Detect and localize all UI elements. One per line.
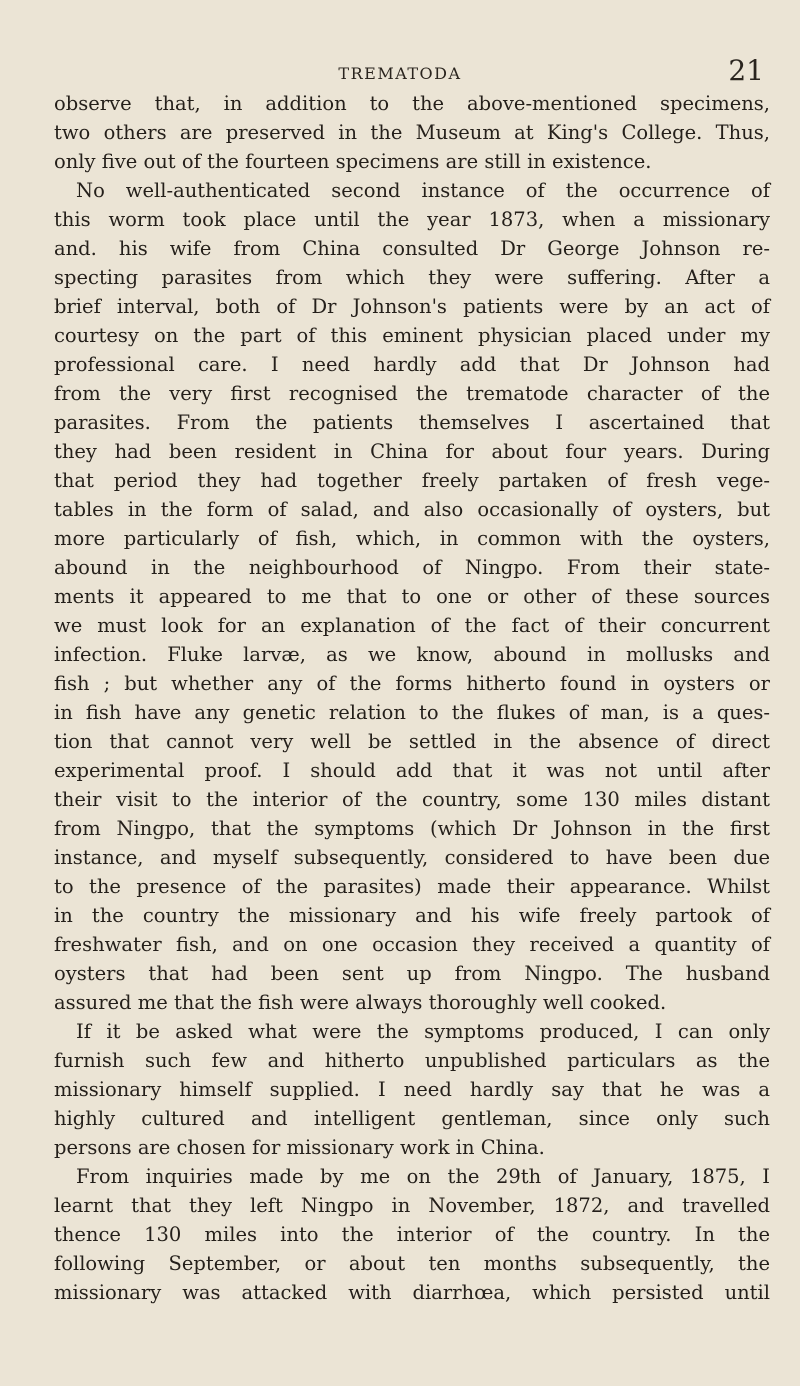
text-line: we must look for an explanation of the fact of their concurrent <box>54 614 770 637</box>
text-line: to the presence of the parasites) made their appearance. Whilst <box>54 875 770 898</box>
text-line: this worm took place until the year 1873, when a missionary <box>54 208 770 231</box>
body-text <box>54 89 770 1307</box>
text-line: tion that cannot very well be settled in the absence of direct <box>54 730 770 753</box>
text-line: If it be asked what were the symptoms produced, I can only <box>76 1020 770 1043</box>
text-line: missionary himself supplied. I need hardly say that he was a <box>54 1078 770 1101</box>
text-line: brief interval, both of Dr Johnson's patients were by an act of <box>54 295 770 318</box>
text-line: from the very first recognised the trematode character of the <box>54 382 770 405</box>
text-line: thence 130 miles into the interior of the country. In the <box>54 1223 770 1246</box>
text-line: their visit to the interior of the country, some 130 miles distant <box>54 788 770 811</box>
running-title: TREMATODA <box>338 64 462 83</box>
text-line: furnish such few and hitherto unpublished particulars as the <box>54 1049 770 1072</box>
page-number: 21 <box>728 54 764 87</box>
text-line: abound in the neighbourhood of Ningpo. From their state- <box>54 556 770 579</box>
running-head <box>0 54 800 92</box>
text-line: assured me that the fish were always thoroughly well cooked. <box>54 991 667 1014</box>
text-line: instance, and myself subsequently, considered to have been due <box>54 846 770 869</box>
text-line: tables in the form of salad, and also occasionally of oysters, but <box>54 498 770 521</box>
text-line: in fish have any genetic relation to the flukes of man, is a ques- <box>54 701 770 724</box>
text-line: that period they had together freely partaken of fresh vege- <box>54 469 770 492</box>
text-line: professional care. I need hardly add that Dr Johnson had <box>54 353 770 376</box>
text-line: more particularly of fish, which, in common with the oysters, <box>54 527 770 550</box>
text-line: only five out of the fourteen specimens are still in existence. <box>54 150 652 173</box>
text-line: ments it appeared to me that to one or other of these sources <box>54 585 770 608</box>
text-line: observe that, in addition to the above-mentioned specimens, <box>54 92 770 115</box>
text-line: courtesy on the part of this eminent physician placed under my <box>54 324 770 347</box>
text-line: they had been resident in China for about four years. During <box>54 440 770 463</box>
text-line: persons are chosen for missionary work in China. <box>54 1136 545 1159</box>
text-line: from Ningpo, that the symptoms (which Dr Johnson in the first <box>54 817 770 840</box>
text-line: learnt that they left Ningpo in November, 1872, and travelled <box>54 1194 770 1217</box>
text-line: No well-authenticated second instance of the occurrence of <box>76 179 770 202</box>
text-line: oysters that had been sent up from Ningpo. The husband <box>54 962 770 985</box>
text-line: and. his wife from China consulted Dr George Johnson re- <box>54 237 770 260</box>
text-line: specting parasites from which they were suffering. After a <box>54 266 770 289</box>
text-line: following September, or about ten months subsequently, the <box>54 1252 770 1275</box>
text-line: freshwater fish, and on one occasion they received a quantity of <box>54 933 770 956</box>
text-line: highly cultured and intelligent gentleman, since only such <box>54 1107 770 1130</box>
text-line: in the country the missionary and his wife freely partook of <box>54 904 770 927</box>
text-line: parasites. From the patients themselves I ascertained that <box>54 411 770 434</box>
text-line: two others are preserved in the Museum at King's College. Thus, <box>54 121 770 144</box>
text-line: experimental proof. I should add that it was not until after <box>54 759 770 782</box>
text-line: fish ; but whether any of the forms hitherto found in oysters or <box>54 672 770 695</box>
text-line: From inquiries made by me on the 29th of January, 1875, I <box>76 1165 770 1188</box>
text-line: missionary was attacked with diarrhœa, which persisted until <box>54 1281 770 1304</box>
text-line: infection. Fluke larvæ, as we know, abound in mollusks and <box>54 643 770 666</box>
